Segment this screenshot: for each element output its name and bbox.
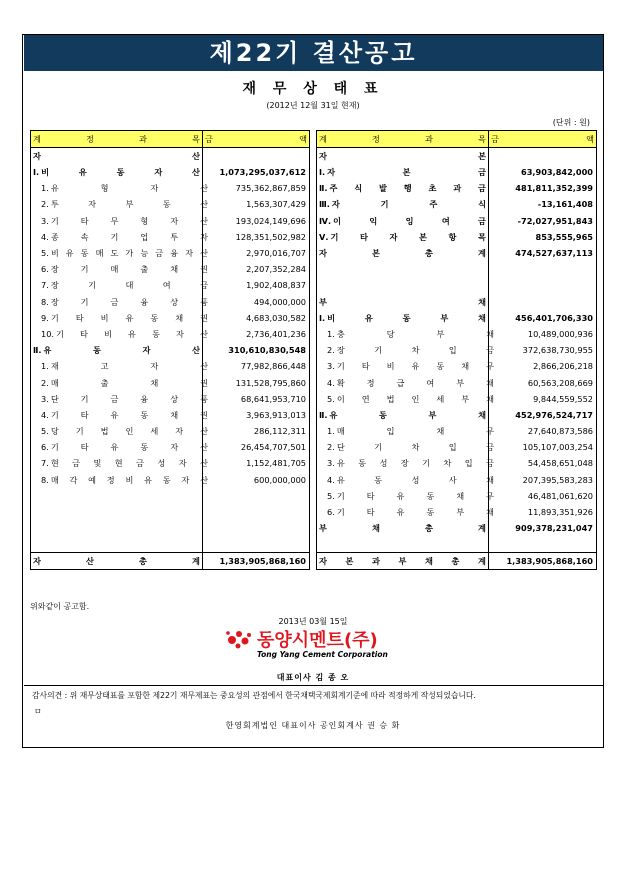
- account-name: 1. 재 고 자 산: [31, 358, 203, 374]
- account-amount: 1,152,481,705: [246, 458, 306, 469]
- account-amount: -13,161,408: [537, 199, 593, 210]
- account-name: 2. 매 출 채 권: [31, 374, 203, 390]
- table-row: [317, 358, 597, 374]
- account-amount: 286,112,311: [253, 426, 306, 437]
- account-amount: 26,454,707,501: [240, 442, 306, 453]
- table-row: [31, 294, 310, 310]
- table-row: [317, 407, 597, 423]
- account-amount: [203, 488, 310, 504]
- account-amount: 131,528,795,860: [235, 377, 306, 388]
- ceo-signature: 대표이사 김 종 오: [276, 673, 350, 682]
- table-row: [317, 391, 597, 407]
- table-row: [317, 342, 597, 358]
- assets-header-row: [31, 131, 310, 148]
- total-amount: 1,383,905,868,160: [203, 553, 310, 570]
- table-row: [317, 213, 597, 229]
- notice-text: 위와같이 공고함.: [30, 602, 90, 611]
- account-name: 4. 종 속 기 업 투 자: [31, 229, 203, 245]
- divider: [24, 685, 603, 686]
- account-amount: 853,555,965: [535, 231, 593, 242]
- table-row: [31, 391, 310, 407]
- equity-header-row: [317, 131, 597, 148]
- account-name: [31, 520, 203, 536]
- account-name: 자 본: [317, 148, 489, 165]
- account-name: 7. 장 기 대 여 금: [31, 277, 203, 293]
- account-name: 6. 기 타 유 동 부 채: [317, 504, 489, 520]
- account-name: 5. 이 연 법 인 세 부 채: [317, 391, 489, 407]
- table-row: [317, 310, 597, 326]
- table-row: [317, 196, 597, 212]
- table-row: [31, 277, 310, 293]
- account-amount: -72,027,951,843: [517, 215, 593, 226]
- table-row: [31, 229, 310, 245]
- equity-total-row: [317, 553, 597, 570]
- table-row: [31, 488, 310, 504]
- logo-wordmark: 동양시멘트(주): [257, 630, 378, 651]
- header-account: 계 정 과 목: [317, 131, 489, 148]
- account-amount: 735,362,867,859: [235, 183, 306, 194]
- account-amount: 474,527,637,113: [515, 248, 593, 259]
- total-label: 자 본 과 부 채 총 계: [317, 553, 489, 570]
- account-amount: 1,563,307,429: [246, 199, 306, 210]
- account-amount: 60,563,208,669: [527, 377, 593, 388]
- account-name: 6. 장 기 매 출 채 권: [31, 261, 203, 277]
- table-row: [31, 504, 310, 520]
- table-row: [31, 196, 310, 212]
- account-name: 8. 장 기 금 융 상 품: [31, 294, 203, 310]
- account-amount: 9,844,559,552: [533, 393, 593, 404]
- account-name: 5. 기 타 유 동 채 무: [317, 488, 489, 504]
- page-title: 제22기 결산공고: [24, 35, 603, 71]
- account-amount: 1,073,295,037,612: [219, 167, 306, 178]
- table-row: [317, 439, 597, 455]
- account-amount: [203, 520, 310, 536]
- account-name: 1. 매 입 채 무: [317, 423, 489, 439]
- account-amount: 77,982,866,448: [240, 361, 306, 372]
- account-name: 부 채: [317, 294, 489, 310]
- account-amount: [489, 536, 597, 552]
- table-row: [31, 180, 310, 196]
- account-amount: 3,963,913,013: [246, 409, 306, 420]
- table-row: [31, 374, 310, 390]
- account-name: Ⅰ. 비 유 동 부 채: [317, 310, 489, 326]
- table-row: [31, 472, 310, 488]
- assets-total-row: [31, 553, 310, 570]
- assets-table: [30, 130, 310, 570]
- table-row: [31, 342, 310, 358]
- account-name: Ⅱ. 주 식 발 행 초 과 금: [317, 180, 489, 196]
- account-amount: [489, 294, 597, 310]
- account-amount: [489, 148, 597, 165]
- account-name: [317, 277, 489, 293]
- table-row: [317, 472, 597, 488]
- table-row: [31, 520, 310, 536]
- account-amount: 10,489,000,936: [527, 328, 593, 339]
- account-name: Ⅰ. 비 유 동 자 산: [31, 164, 203, 180]
- account-amount: 909,378,231,047: [515, 523, 593, 534]
- account-amount: [489, 277, 597, 293]
- account-name: 8. 매 각 예 정 비 유 동 자 산: [31, 472, 203, 488]
- account-name: 9. 기 타 비 유 동 채 권: [31, 310, 203, 326]
- total-label: 자 산 총 계: [31, 553, 203, 570]
- header-account: 계 정 과 목: [31, 131, 203, 148]
- account-name: 자 본 총 계: [317, 245, 489, 261]
- table-row: [31, 423, 310, 439]
- account-name: 부 채 총 계: [317, 520, 489, 536]
- statement-title: 재 무 상 태 표: [242, 81, 384, 97]
- table-row: [31, 407, 310, 423]
- audit-firm: 한영회계법인 대표이사 공인회계사 권 승 화: [225, 721, 401, 730]
- account-amount: 63,903,842,000: [521, 167, 593, 178]
- account-amount: [203, 536, 310, 552]
- account-name: [317, 261, 489, 277]
- account-name: 1. 충 당 부 채: [317, 326, 489, 342]
- table-row: [317, 245, 597, 261]
- table-row: [31, 439, 310, 455]
- account-amount: [203, 504, 310, 520]
- account-name: Ⅰ. 자 본 금: [317, 164, 489, 180]
- account-amount: 2,207,352,284: [246, 264, 306, 275]
- table-row: [317, 326, 597, 342]
- table-row: [31, 310, 310, 326]
- table-row: [31, 148, 310, 165]
- account-amount: 600,000,000: [253, 474, 306, 485]
- account-name: 5. 당 기 법 인 세 자 산: [31, 423, 203, 439]
- account-name: 4. 유 동 성 사 채: [317, 472, 489, 488]
- table-row: [317, 504, 597, 520]
- table-row: [317, 229, 597, 245]
- account-name: 4. 기 타 유 동 채 권: [31, 407, 203, 423]
- table-row: [317, 277, 597, 293]
- account-amount: 193,024,149,696: [235, 215, 306, 226]
- table-row: [31, 326, 310, 342]
- account-name: [31, 536, 203, 552]
- table-row: [317, 374, 597, 390]
- account-name: Ⅲ. 자 기 주 식: [317, 196, 489, 212]
- bullet-mark: ㅁ: [34, 707, 42, 716]
- account-amount: [489, 261, 597, 277]
- account-amount: 207,395,583,283: [522, 474, 593, 485]
- account-amount: 494,000,000: [253, 296, 306, 307]
- account-name: 3. 기 타 비 유 동 채 무: [317, 358, 489, 374]
- table-row: [317, 180, 597, 196]
- table-row: [31, 358, 310, 374]
- table-row: [317, 455, 597, 471]
- account-amount: 2,866,206,218: [533, 361, 593, 372]
- table-row: [31, 213, 310, 229]
- account-name: Ⅱ. 유 동 부 채: [317, 407, 489, 423]
- account-name: 3. 기 타 무 형 자 산: [31, 213, 203, 229]
- total-amount: 1,383,905,868,160: [489, 553, 597, 570]
- account-amount: 105,107,003,254: [522, 442, 593, 453]
- table-row: [317, 423, 597, 439]
- table-row: [31, 261, 310, 277]
- account-amount: 372,638,730,955: [522, 345, 593, 356]
- account-amount: 27,640,873,586: [527, 426, 593, 437]
- account-name: [317, 536, 489, 552]
- account-amount: 452,976,524,717: [515, 409, 593, 420]
- table-row: [31, 536, 310, 552]
- account-amount: [203, 148, 310, 165]
- account-amount: 2,736,401,236: [246, 328, 306, 339]
- table-row: [317, 520, 597, 536]
- account-amount: 4,683,030,582: [246, 312, 306, 323]
- account-name: 2. 장 기 차 입 금: [317, 342, 489, 358]
- account-name: [31, 504, 203, 520]
- table-row: [317, 261, 597, 277]
- account-name: 2. 단 기 차 입 금: [317, 439, 489, 455]
- account-name: 10. 기 타 비 유 동 자 산: [31, 326, 203, 342]
- account-amount: 128,351,502,982: [235, 231, 306, 242]
- header-amount: 금 액: [203, 131, 310, 148]
- account-amount: 54,458,651,048: [527, 458, 593, 469]
- account-amount: 481,811,352,399: [515, 183, 593, 194]
- account-name: 4. 확 정 급 여 부 채: [317, 374, 489, 390]
- table-row: [317, 148, 597, 165]
- account-name: Ⅱ. 유 동 자 산: [31, 342, 203, 358]
- table-row: [31, 245, 310, 261]
- account-name: 5. 비 유 동 매 도 가 능 금 융 자 산: [31, 245, 203, 261]
- account-amount: 46,481,061,620: [527, 490, 593, 501]
- account-amount: 68,641,953,710: [240, 393, 306, 404]
- account-name: 6. 기 타 유 동 자 산: [31, 439, 203, 455]
- table-row: [317, 164, 597, 180]
- account-name: 7. 현 금 및 현 금 성 자 산: [31, 455, 203, 471]
- account-name: [31, 488, 203, 504]
- account-name: 2. 투 자 부 동 산: [31, 196, 203, 212]
- table-row: [317, 536, 597, 552]
- star-emblem-icon: [224, 628, 254, 652]
- account-amount: 456,401,706,330: [515, 312, 593, 323]
- header-amount: 금 액: [489, 131, 597, 148]
- account-amount: 310,610,830,548: [228, 345, 306, 356]
- account-amount: 11,893,351,926: [527, 507, 593, 518]
- statement-date: (2012년 12월 31일 현재): [266, 101, 360, 110]
- account-name: 자 산: [31, 148, 203, 165]
- account-name: 3. 유 동 성 장 기 차 입 금: [317, 455, 489, 471]
- account-name: 1. 유 형 자 산: [31, 180, 203, 196]
- table-row: [31, 455, 310, 471]
- audit-opinion: 감사의견 : 위 재무상태표를 포함한 제22기 재무제표는 중요성의 관점에서 한국채택국제회계기준에 따라 적정하게 작성되었습니다.: [32, 691, 476, 700]
- logo-english: Tong Yang Cement Corporation: [257, 650, 388, 659]
- account-name: Ⅴ. 기 타 자 본 항 목: [317, 229, 489, 245]
- account-amount: 1,902,408,837: [246, 280, 306, 291]
- sign-date: 2013년 03월 15일: [278, 617, 348, 626]
- table-row: [317, 294, 597, 310]
- company-logo: [224, 626, 404, 662]
- account-name: Ⅳ. 이 익 잉 여 금: [317, 213, 489, 229]
- table-row: [317, 488, 597, 504]
- table-row: [31, 164, 310, 180]
- equity-liabilities-table: [316, 130, 597, 570]
- unit-label: (단위 : 원): [552, 118, 590, 127]
- account-name: 3. 단 기 금 융 상 품: [31, 391, 203, 407]
- account-amount: 2,970,016,707: [246, 248, 306, 259]
